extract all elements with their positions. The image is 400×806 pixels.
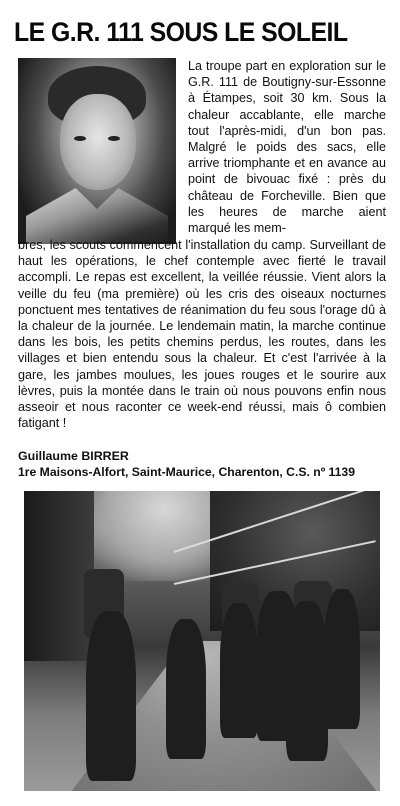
author-affiliation: 1re Maisons-Alfort, Saint-Maurice, Charenton, C.S. nº 1139 bbox=[18, 465, 355, 479]
portrait-left-eye bbox=[74, 136, 86, 141]
article-lead-paragraph: La troupe part en exploration sur le G.R. 111 de Boutigny-sur-Essonne à Étampes, soit 30 km. Sous la chaleur accablante, elle marche tout l'après-midi, d'un bon pas. Malgré le poids des sacs, elle arrive triomphante et en avance au point de bivouac fixé : près du château de Forcheville. Bien que les heures de marche aient marqué les mem- bbox=[188, 59, 386, 236]
author-name: Guillaume BIRRER bbox=[18, 449, 129, 463]
hiking-scouts-photo bbox=[24, 491, 380, 791]
portrait-right-eye bbox=[108, 136, 120, 141]
photo-hiker bbox=[286, 601, 328, 761]
portrait-face bbox=[60, 94, 136, 190]
photo-hiker bbox=[220, 603, 258, 738]
photo-hiker bbox=[86, 611, 136, 781]
photo-hiker bbox=[324, 589, 360, 729]
photo-hiker bbox=[166, 619, 206, 759]
author-portrait-photo bbox=[18, 58, 176, 244]
portrait-scout-scarf bbox=[26, 188, 168, 244]
article-title: LE G.R. 111 SOUS LE SOLEIL bbox=[14, 17, 348, 47]
article-body-paragraph: bres, les scouts commencent l'installation du camp. Surveillant de haut les opérations, le chef contemple avec fierté le travail accompli. Le repas est excellent, la veillée réussie. Vient alors la veille du feu (ma première) où les cris des oiseaux nocturnes ponctuent mes tentatives de réanimation du feu sous l'orage dû à la chaleur de la journée. Le lendemain matin, la marche continue dans les bois, les petits chemins perdus, les routes, dans les villages et bien entendu sous la chaleur. Et c'est l'arrivée à la gare, les jambes moulues, les joues rouges et le sourire aux lèvres, puis la montée dans le train où nous pouvons enfin nous asseoir et nous raconter ce week-end réussi, mais ô combien fatigant ! bbox=[18, 238, 386, 431]
